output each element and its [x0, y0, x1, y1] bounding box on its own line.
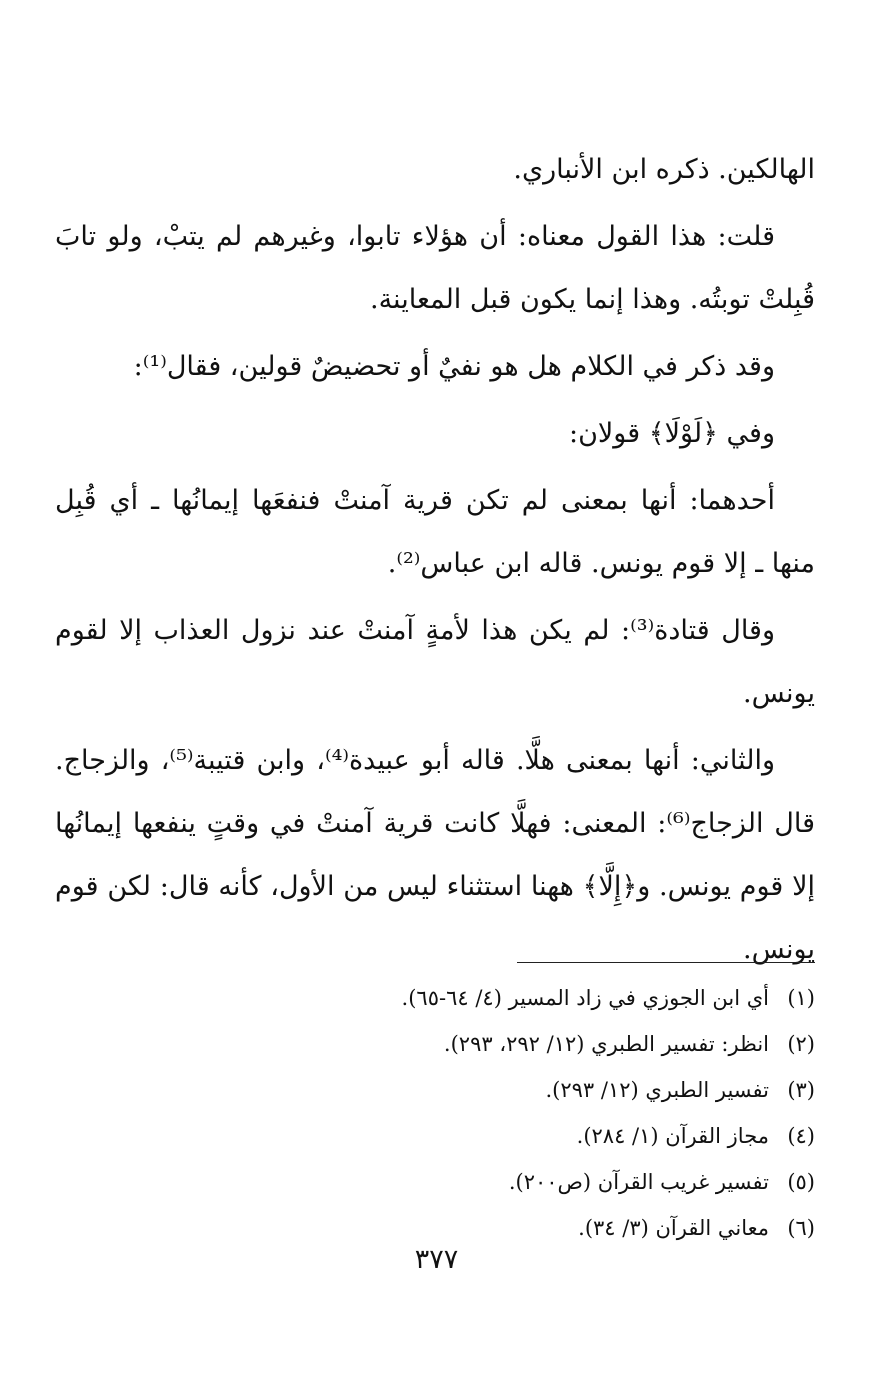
footnotes-list — [55, 975, 815, 1251]
footnote-number: (١) — [787, 986, 815, 1010]
footnote-item — [55, 975, 815, 1021]
footnote-number: (٢) — [787, 1032, 815, 1056]
footnote-number: (٣) — [787, 1078, 815, 1102]
footnote-text: تفسير الطبري (١٢/ ٢٩٣). — [545, 1078, 769, 1102]
paragraph-3: وقد ذكر في الكلام هل هو نفيٌ أو تحضيضٌ قولين، فقال⁽¹⁾: — [133, 351, 775, 382]
paragraph-2: قلت: هذا القول معناه: أن هؤلاء تابوا، وغيرهم لم يتبْ، ولو تابَ قُبِلتْ توبتُه. وهذا إنما يكون قبل المعاينة. — [55, 221, 815, 315]
paragraph-6: وقال قتادة⁽³⁾: لم يكن هذا لأمةٍ آمنتْ عند نزول العذاب إلا لقوم يونس. — [55, 615, 815, 709]
footnote-item — [55, 1021, 815, 1067]
main-text — [55, 138, 815, 985]
footnote-text: انظر: تفسير الطبري (١٢/ ٢٩٢، ٢٩٣). — [443, 1032, 769, 1056]
footnote-number: (٤) — [787, 1124, 815, 1148]
footnote-text: مجاز القرآن (١/ ٢٨٤). — [576, 1124, 769, 1148]
footnote-text: أي ابن الجوزي في زاد المسير (٤/ ٦٤-٦٥). — [401, 986, 769, 1010]
footnote-number: (٥) — [787, 1170, 815, 1194]
paragraph-7: والثاني: أنها بمعنى هلَّا. قاله أبو عبيدة⁽⁴⁾، وابن قتيبة⁽⁵⁾، والزجاج. قال الزجاج⁽⁶⁾: المعنى: فهلَّا كانت قرية آمنتْ في وقتٍ ينفعها إيمانُها إلا قوم يونس. و﴿إِلَّا﴾ ههنا استثناء ليس من الأول، كأنه قال: لكن قوم يونس. — [55, 745, 816, 965]
paragraph-1: الهالكين. ذكره ابن الأنباري. — [513, 154, 815, 185]
footnote-item — [55, 1159, 815, 1205]
footnote-text: معاني القرآن (٣/ ٣٤). — [578, 1216, 769, 1240]
paragraph-4: وفي ﴿لَوْلَا﴾ قولان: — [568, 418, 775, 449]
footnote-item — [55, 1067, 815, 1113]
footnote-text: تفسير غريب القرآن (ص٢٠٠). — [508, 1170, 769, 1194]
footnote-divider — [517, 962, 815, 963]
footnote-item — [55, 1113, 815, 1159]
page-number: ٣٧٧ — [414, 1244, 459, 1275]
footnote-number: (٦) — [787, 1216, 815, 1240]
paragraph-5: أحدهما: أنها بمعنى لم تكن قرية آمنتْ فنفعَها إيمانُها ـ أي قُبِل منها ـ إلا قوم يونس. قاله ابن عباس⁽²⁾. — [55, 485, 815, 579]
